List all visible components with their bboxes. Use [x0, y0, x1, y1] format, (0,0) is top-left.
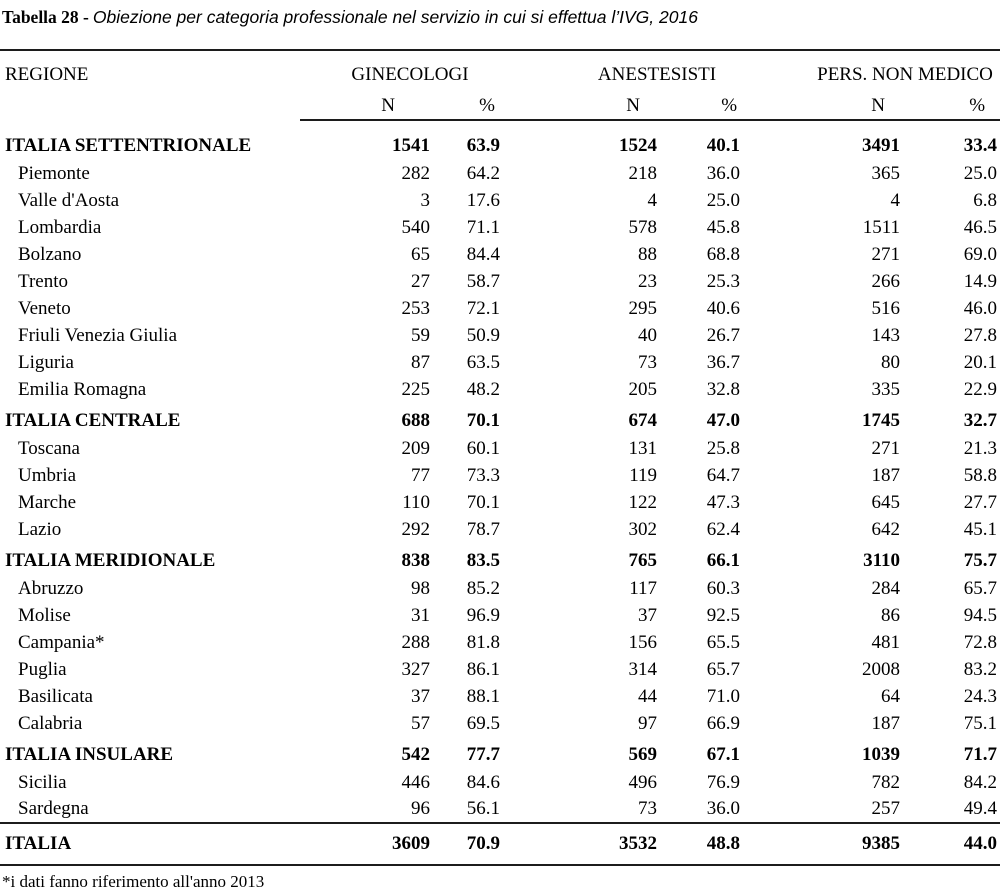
group-total-value: 33.4 — [963, 135, 998, 156]
value-cell: 49.4 — [963, 798, 998, 819]
value-cell: 45.8 — [706, 216, 741, 238]
value-cell: 44 — [638, 685, 657, 707]
value-cell: 59 — [411, 324, 430, 346]
group-total-value: 1745 — [862, 410, 901, 431]
value-cell: 77 — [411, 464, 430, 486]
value-cell: 86.1 — [466, 658, 500, 680]
region-name: Friuli Venezia Giulia — [18, 324, 178, 346]
value-cell: 327 — [401, 658, 430, 680]
value-cell: 119 — [629, 464, 657, 486]
value-cell: 20.1 — [963, 351, 998, 373]
value-cell: 64.2 — [466, 162, 500, 184]
value-cell: 288 — [401, 631, 430, 653]
value-cell: 83.2 — [963, 658, 998, 680]
region-name: Puglia — [18, 658, 67, 680]
group-total-value: 40.1 — [706, 135, 741, 156]
value-cell: 27 — [411, 270, 430, 292]
value-cell: 516 — [871, 297, 901, 319]
value-cell: 80 — [881, 351, 901, 373]
value-cell: 40 — [638, 324, 657, 346]
group-total-value: 674 — [628, 410, 657, 431]
table-row — [0, 656, 1000, 683]
value-cell: 27.8 — [963, 324, 998, 346]
value-cell: 84.6 — [466, 771, 500, 793]
value-cell: 23 — [638, 270, 657, 292]
value-cell: 225 — [401, 378, 430, 400]
group-total-value: 542 — [401, 744, 430, 765]
value-cell: 84.2 — [963, 771, 998, 793]
value-cell: 37 — [411, 685, 430, 707]
value-cell: 122 — [628, 491, 657, 513]
grand-total-row — [0, 823, 1000, 865]
value-cell: 65.5 — [706, 631, 741, 653]
group-total-value: 688 — [401, 410, 430, 431]
value-cell: 78.7 — [466, 518, 500, 540]
table-row — [0, 629, 1000, 656]
value-cell: 27.7 — [963, 491, 998, 513]
table-row — [0, 160, 1000, 187]
value-cell: 6.8 — [973, 189, 998, 211]
value-cell: 3 — [420, 189, 430, 211]
group-total-value: 71.7 — [963, 744, 998, 765]
table-title-text: Obiezione per categoria professionale nel servizio in cui si effettua l’IVG, 2016 — [92, 7, 698, 27]
value-cell: 26.7 — [706, 324, 741, 346]
value-cell: 46.5 — [963, 216, 998, 238]
value-cell: 92.5 — [706, 604, 741, 626]
group-total-value: 47.0 — [706, 410, 741, 431]
group-total-value: 3491 — [862, 135, 901, 156]
grand-total-value: 9385 — [740, 823, 900, 865]
value-cell: 209 — [401, 437, 430, 459]
table-row — [0, 376, 1000, 403]
value-cell: 25.0 — [963, 162, 998, 184]
value-cell: 86 — [881, 604, 901, 626]
value-cell: 46.0 — [963, 297, 998, 319]
footnote: *i dati fanno riferimento all'anno 2013 — [2, 872, 265, 891]
table-row — [0, 602, 1000, 629]
value-cell: 85.2 — [466, 577, 500, 599]
group-total-row — [0, 120, 1000, 160]
group-total-value: 77.7 — [466, 744, 500, 765]
region-name: Toscana — [18, 437, 80, 459]
value-cell: 24.3 — [963, 685, 998, 707]
group-total-value: 66.1 — [706, 550, 741, 571]
value-cell: 22.9 — [963, 378, 998, 400]
region-name: Basilicata — [18, 685, 93, 707]
table-row — [0, 516, 1000, 543]
value-cell: 257 — [871, 798, 901, 819]
table-header — [0, 50, 1000, 120]
value-cell: 365 — [871, 162, 901, 184]
value-cell: 37 — [638, 604, 657, 626]
table-row — [0, 710, 1000, 737]
value-cell: 62.4 — [706, 518, 741, 540]
region-name: Campania* — [18, 631, 105, 653]
value-cell: 143 — [871, 324, 901, 346]
group-total-value: 70.1 — [466, 410, 500, 431]
value-cell: 496 — [628, 771, 657, 793]
value-cell: 266 — [871, 270, 901, 292]
value-cell: 578 — [628, 216, 657, 238]
value-cell: 47.3 — [706, 491, 741, 513]
value-cell: 65.7 — [963, 577, 998, 599]
grand-total-value: 44.0 — [900, 823, 1000, 865]
region-name: Molise — [18, 604, 71, 626]
value-cell: 156 — [628, 631, 657, 653]
value-cell: 282 — [401, 162, 430, 184]
region-name: Calabria — [18, 712, 83, 734]
value-cell: 187 — [871, 464, 901, 486]
value-cell: 292 — [401, 518, 430, 540]
region-name: Trento — [18, 270, 68, 292]
group-total-row — [0, 737, 1000, 769]
value-cell: 782 — [871, 771, 901, 793]
value-cell: 45.1 — [963, 518, 998, 540]
region-name: Sicilia — [18, 771, 67, 793]
value-cell: 36.7 — [706, 351, 741, 373]
region-name: Veneto — [18, 297, 71, 319]
value-cell: 110 — [402, 491, 430, 513]
value-cell: 81.8 — [466, 631, 500, 653]
value-cell: 1511 — [862, 216, 901, 238]
region-name: Emilia Romagna — [18, 378, 147, 400]
data-table — [0, 49, 1000, 866]
region-name: Piemonte — [18, 162, 90, 184]
table-footer — [0, 823, 1000, 865]
value-cell: 69.5 — [466, 712, 500, 734]
region-name: Liguria — [18, 351, 74, 373]
value-cell: 64.7 — [706, 464, 741, 486]
group-total-value: 1039 — [862, 744, 901, 765]
table-row — [0, 796, 1000, 823]
value-cell: 117 — [629, 577, 657, 599]
region-name: Bolzano — [18, 243, 82, 265]
value-cell: 4 — [647, 189, 657, 211]
column-group-ginecologi: GINECOLOGI — [351, 64, 469, 85]
value-cell: 65.7 — [706, 658, 741, 680]
value-cell: 73.3 — [466, 464, 500, 486]
value-cell: 65 — [411, 243, 430, 265]
region-name: Abruzzo — [18, 577, 84, 599]
table-row — [0, 295, 1000, 322]
value-cell: 17.6 — [466, 189, 500, 211]
value-cell: 96.9 — [466, 604, 500, 626]
value-cell: 63.5 — [466, 351, 500, 373]
value-cell: 642 — [871, 518, 901, 540]
table-row — [0, 322, 1000, 349]
column-header-pct: % — [430, 94, 500, 120]
value-cell: 40.6 — [706, 297, 741, 319]
group-total-value: 75.7 — [963, 550, 998, 571]
region-name: Lazio — [18, 518, 62, 540]
grand-total-value: 70.9 — [430, 823, 500, 865]
table-row — [0, 575, 1000, 602]
value-cell: 25.3 — [706, 270, 741, 292]
value-cell: 66.9 — [706, 712, 741, 734]
column-group-header-row — [0, 50, 1000, 94]
table-row — [0, 187, 1000, 214]
region-name: Sardegna — [18, 798, 89, 819]
group-name: ITALIA CENTRALE — [5, 410, 181, 431]
column-header-regione: REGIONE — [5, 64, 89, 85]
value-cell: 58.7 — [466, 270, 500, 292]
value-cell: 50.9 — [466, 324, 500, 346]
value-cell: 2008 — [862, 658, 901, 680]
group-total-row — [0, 543, 1000, 575]
group-total-value: 83.5 — [466, 550, 500, 571]
table-title — [0, 0, 1000, 49]
value-cell: 75.1 — [963, 712, 998, 734]
table-row — [0, 241, 1000, 268]
value-cell: 70.1 — [466, 491, 500, 513]
table-body — [0, 120, 1000, 823]
value-cell: 218 — [628, 162, 657, 184]
column-header-n: N — [740, 94, 900, 120]
region-name: Marche — [18, 491, 77, 513]
value-cell: 21.3 — [963, 437, 998, 459]
value-cell: 36.0 — [706, 162, 741, 184]
region-name: Umbria — [18, 464, 77, 486]
column-header-pct: % — [900, 94, 1000, 120]
group-total-value: 67.1 — [706, 744, 741, 765]
value-cell: 73 — [638, 798, 657, 819]
table-row — [0, 462, 1000, 489]
value-cell: 94.5 — [963, 604, 998, 626]
group-name: ITALIA SETTENTRIONALE — [5, 135, 252, 156]
group-name: ITALIA INSULARE — [5, 744, 174, 765]
table-row — [0, 214, 1000, 241]
group-total-value: 1541 — [392, 135, 430, 156]
column-group-anestesisti: ANESTESISTI — [597, 64, 717, 85]
value-cell: 57 — [411, 712, 430, 734]
grand-total-value: 3532 — [500, 823, 657, 865]
value-cell: 335 — [871, 378, 901, 400]
value-cell: 87 — [411, 351, 430, 373]
value-cell: 4 — [890, 189, 901, 211]
value-cell: 295 — [628, 297, 657, 319]
value-cell: 60.3 — [706, 577, 741, 599]
value-cell: 481 — [871, 631, 901, 653]
value-cell: 97 — [638, 712, 657, 734]
grand-total-name: ITALIA — [0, 823, 300, 865]
value-cell: 205 — [628, 378, 657, 400]
value-cell: 71.1 — [466, 216, 500, 238]
column-header-n: N — [500, 94, 657, 120]
region-name: Valle d'Aosta — [18, 189, 120, 211]
group-total-value: 569 — [628, 744, 657, 765]
group-total-value: 32.7 — [963, 410, 998, 431]
table-row — [0, 769, 1000, 796]
value-cell: 31 — [411, 604, 430, 626]
value-cell: 48.2 — [466, 378, 500, 400]
value-cell: 98 — [411, 577, 430, 599]
grand-total-value: 48.8 — [657, 823, 740, 865]
table-title-label: Tabella 28 - — [2, 7, 89, 27]
value-cell: 25.0 — [706, 189, 741, 211]
value-cell: 32.8 — [706, 378, 741, 400]
value-cell: 96 — [411, 798, 430, 819]
value-cell: 302 — [628, 518, 657, 540]
group-total-value: 838 — [401, 550, 430, 571]
group-total-row — [0, 403, 1000, 435]
region-name: Lombardia — [18, 216, 102, 238]
table-row — [0, 268, 1000, 295]
value-cell: 84.4 — [466, 243, 500, 265]
value-cell: 540 — [401, 216, 430, 238]
value-cell: 314 — [628, 658, 657, 680]
value-cell: 60.1 — [466, 437, 500, 459]
grand-total-value: 3609 — [300, 823, 430, 865]
column-group-pers-non-medico: PERS. NON MEDICO — [817, 64, 993, 85]
value-cell: 76.9 — [706, 771, 741, 793]
value-cell: 187 — [871, 712, 901, 734]
value-cell: 446 — [401, 771, 430, 793]
group-total-value: 63.9 — [466, 135, 500, 156]
group-name: ITALIA MERIDIONALE — [5, 550, 216, 571]
value-cell: 284 — [871, 577, 901, 599]
value-cell: 56.1 — [466, 798, 500, 819]
value-cell: 88.1 — [466, 685, 500, 707]
value-cell: 64 — [881, 685, 901, 707]
group-total-value: 1524 — [619, 135, 657, 156]
table-row — [0, 435, 1000, 462]
group-total-value: 3110 — [863, 550, 901, 571]
table-row — [0, 489, 1000, 516]
value-cell: 645 — [871, 491, 901, 513]
table-row — [0, 683, 1000, 710]
value-cell: 131 — [628, 437, 657, 459]
value-cell: 71.0 — [706, 685, 741, 707]
value-cell: 271 — [871, 437, 901, 459]
value-cell: 58.8 — [963, 464, 998, 486]
group-total-value: 765 — [628, 550, 657, 571]
value-cell: 36.0 — [706, 798, 741, 819]
value-cell: 14.9 — [963, 270, 998, 292]
value-cell: 69.0 — [963, 243, 998, 265]
value-cell: 73 — [638, 351, 657, 373]
value-cell: 253 — [401, 297, 430, 319]
value-cell: 271 — [871, 243, 901, 265]
value-cell: 72.1 — [466, 297, 500, 319]
value-cell: 25.8 — [706, 437, 741, 459]
value-cell: 72.8 — [963, 631, 998, 653]
value-cell: 68.8 — [706, 243, 741, 265]
table-row — [0, 349, 1000, 376]
column-header-n: N — [300, 94, 430, 120]
column-header-pct: % — [657, 94, 740, 120]
value-cell: 88 — [638, 243, 657, 265]
